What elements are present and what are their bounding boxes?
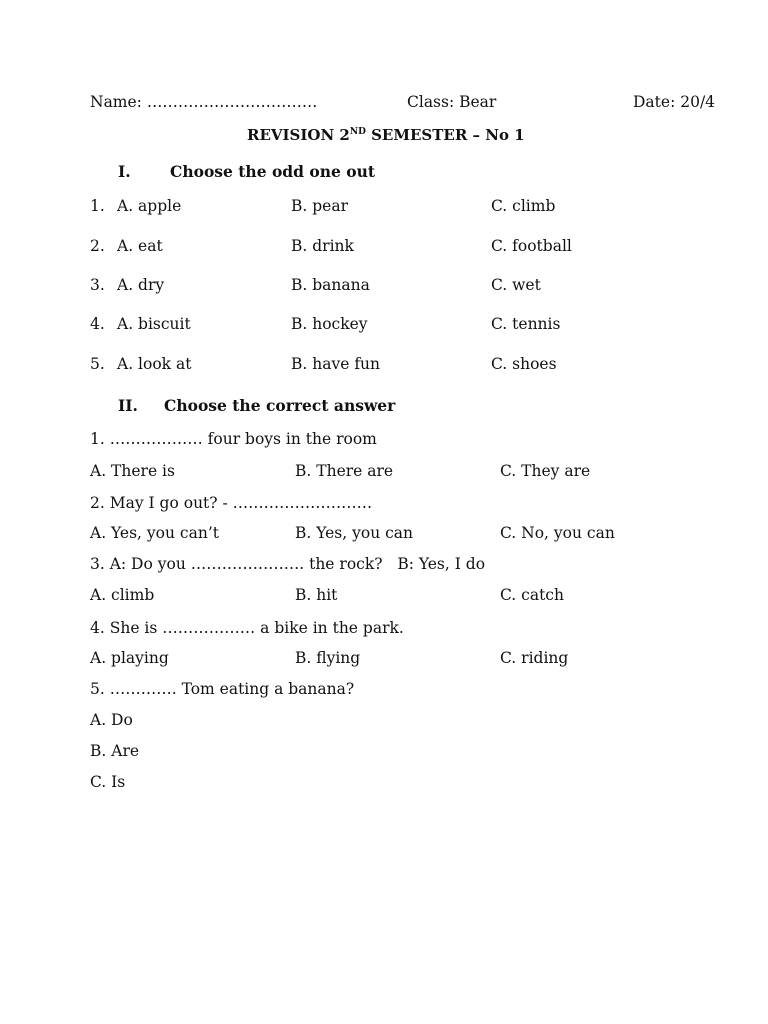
- option-a: A. apple: [117, 197, 182, 215]
- option-b: B. flying: [295, 649, 361, 667]
- question-number: 3.: [90, 276, 105, 294]
- option-b: B. pear: [291, 197, 348, 215]
- question-number: 4.: [90, 315, 105, 333]
- option-b: B. There are: [295, 462, 394, 480]
- option-a: A. Yes, you can’t: [90, 524, 219, 542]
- option-c: C. catch: [500, 586, 564, 604]
- section-1-numeral: I.: [118, 162, 131, 181]
- title-prefix: REVISION 2: [247, 126, 350, 144]
- option-c: C. football: [491, 237, 572, 255]
- option-b: B. have fun: [291, 355, 381, 373]
- option-c: C. shoes: [491, 355, 557, 373]
- option-c: C. climb: [491, 197, 556, 215]
- option-c: C. They are: [500, 462, 591, 480]
- option-c: C. wet: [491, 276, 541, 294]
- option-b: B. banana: [291, 276, 370, 294]
- option-a: A. biscuit: [117, 315, 191, 333]
- option-a: A. dry: [117, 276, 165, 294]
- option-a: A. There is: [90, 462, 175, 480]
- option-a: A. playing: [90, 649, 169, 667]
- title-superscript: ND: [349, 127, 366, 137]
- option-c: C. riding: [500, 649, 569, 667]
- section-1-heading: Choose the odd one out: [170, 162, 375, 181]
- option-b: B. Are: [90, 742, 140, 760]
- option-b: B. Yes, you can: [295, 524, 414, 542]
- option-c: C. No, you can: [500, 524, 615, 542]
- page-title: [247, 126, 525, 144]
- question-text: 5. …………. Tom eating a banana?: [90, 680, 355, 698]
- option-a: A. climb: [90, 586, 155, 604]
- section-2-heading: Choose the correct answer: [164, 396, 396, 415]
- option-a: A. look at: [117, 355, 192, 373]
- question-number: 1.: [90, 197, 105, 215]
- question-text: 3. A: Do you …………………. the rock? B: Yes, I do: [90, 555, 486, 573]
- class-label: Class: Bear: [407, 93, 497, 111]
- option-b: B. drink: [291, 237, 354, 255]
- option-b: B. hit: [295, 586, 338, 604]
- question-number: 2.: [90, 237, 105, 255]
- question-number: 5.: [90, 355, 105, 373]
- question-text: 2. May I go out? - ………………………: [90, 494, 373, 512]
- option-c: C. tennis: [491, 315, 561, 333]
- question-text: 1. ……………… four boys in the room: [90, 430, 377, 448]
- title-suffix: SEMESTER – No 1: [365, 126, 525, 144]
- option-a: A. Do: [90, 711, 133, 729]
- option-a: A. eat: [117, 237, 163, 255]
- question-text: 4. She is ……………… a bike in the park.: [90, 619, 404, 637]
- date-label: Date: 20/4: [633, 93, 716, 111]
- student-name-field: Name: ……………………………: [90, 93, 318, 111]
- option-b: B. hockey: [291, 315, 368, 333]
- option-c: C. Is: [90, 773, 126, 791]
- section-2-numeral: II.: [118, 396, 138, 415]
